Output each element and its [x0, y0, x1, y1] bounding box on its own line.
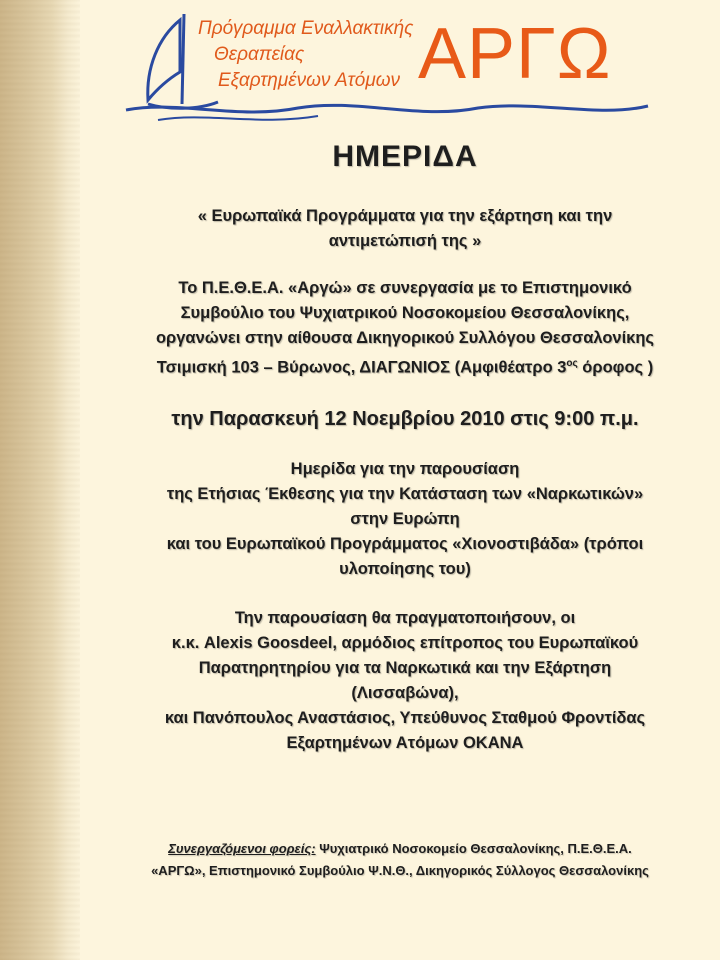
partners-footer [80, 838, 720, 882]
speakers-line: Την παρουσίαση θα πραγματοποιήσουν, οι [234, 608, 576, 627]
purpose-line: στην Ευρώπη [350, 509, 460, 528]
purpose-line: υλοποίησης του) [339, 559, 471, 578]
speakers-line: Παρατηρητηρίου για τα Ναρκωτικά και την Εξάρτηση [198, 658, 612, 677]
partners-line-2: «ΑΡΓΩ», Επιστημονικό Συμβούλιο Ψ.Ν.Θ., Δικηγορικός Σύλλογος Θεσσαλονίκης [151, 863, 649, 878]
argo-logo [118, 8, 658, 130]
logo-text-line-1: Πρόγραμμα Εναλλακτικής [198, 18, 414, 39]
partners-line-1 [80, 838, 720, 860]
partners-text: Ψυχιατρικό Νοσοκομείο Θεσσαλονίκης, Π.Ε.Θ.Ε.Α. [315, 841, 632, 856]
speakers-line: Εξαρτημένων Ατόμων ΟΚΑΝΑ [286, 733, 524, 752]
floor-superscript: ος [566, 358, 578, 369]
speakers-line: και Πανόπουλος Αναστάσιος, Υπεύθυνος Σταθμού Φροντίδας [164, 708, 646, 727]
intro-line: Συμβούλιο του Ψυχιατρικού Νοσοκομείου Θεσσαλονίκης, [180, 304, 630, 322]
intro-venue-line [100, 351, 710, 381]
purpose-line: της Ετήσιας Έκθεσης για την Κατάσταση των «Ναρκωτικών» [166, 484, 644, 503]
speakers-line: (Λισσαβώνα), [351, 683, 459, 702]
purpose-line: και του Ευρωπαϊκού Προγράμματος «Χιονοστιβάδα» (τρόποι [166, 534, 644, 553]
page-title: ΗΜΕΡΙΔΑ [332, 140, 478, 173]
logo-brand-name: ΑΡΓΩ [418, 14, 612, 94]
venue-text-end: όροφος ) [577, 358, 654, 377]
parchment-strip [0, 0, 80, 960]
intro-line: Το Π.Ε.Θ.Ε.Α. «Αργώ» σε συνεργασία με το Επιστημονικό [178, 279, 632, 297]
subtitle-line: « Ευρωπαϊκά Προγράμματα για την εξάρτηση και την [197, 207, 613, 225]
speakers-line: κ.κ. Alexis Goosdeel, αρμόδιος επίτροπος του Ευρωπαϊκού [171, 633, 639, 652]
subtitle-line: αντιμετώπισή της » [328, 232, 482, 250]
logo-text-line-3: Εξαρτημένων Ατόμων [218, 70, 401, 91]
event-date: την Παρασκευή 12 Νοεμβρίου 2010 στις 9:00 π.μ. [171, 407, 639, 430]
venue-text: Τσιμισκή 103 – Βύρωνος, ΔΙΑΓΩΝΙΟΣ (Αμφιθέατρο 3 [156, 358, 567, 377]
intro-line: οργανώνει στην αίθουσα Δικηγορικού Συλλόγου Θεσσαλονίκης [155, 329, 655, 347]
purpose-line: Ημερίδα για την παρουσίαση [290, 459, 520, 478]
partners-label: Συνεργαζόμενοι φορείς: [168, 841, 316, 856]
flyer-body [100, 140, 710, 756]
logo-text-line-2: Θεραπείας [214, 44, 305, 65]
